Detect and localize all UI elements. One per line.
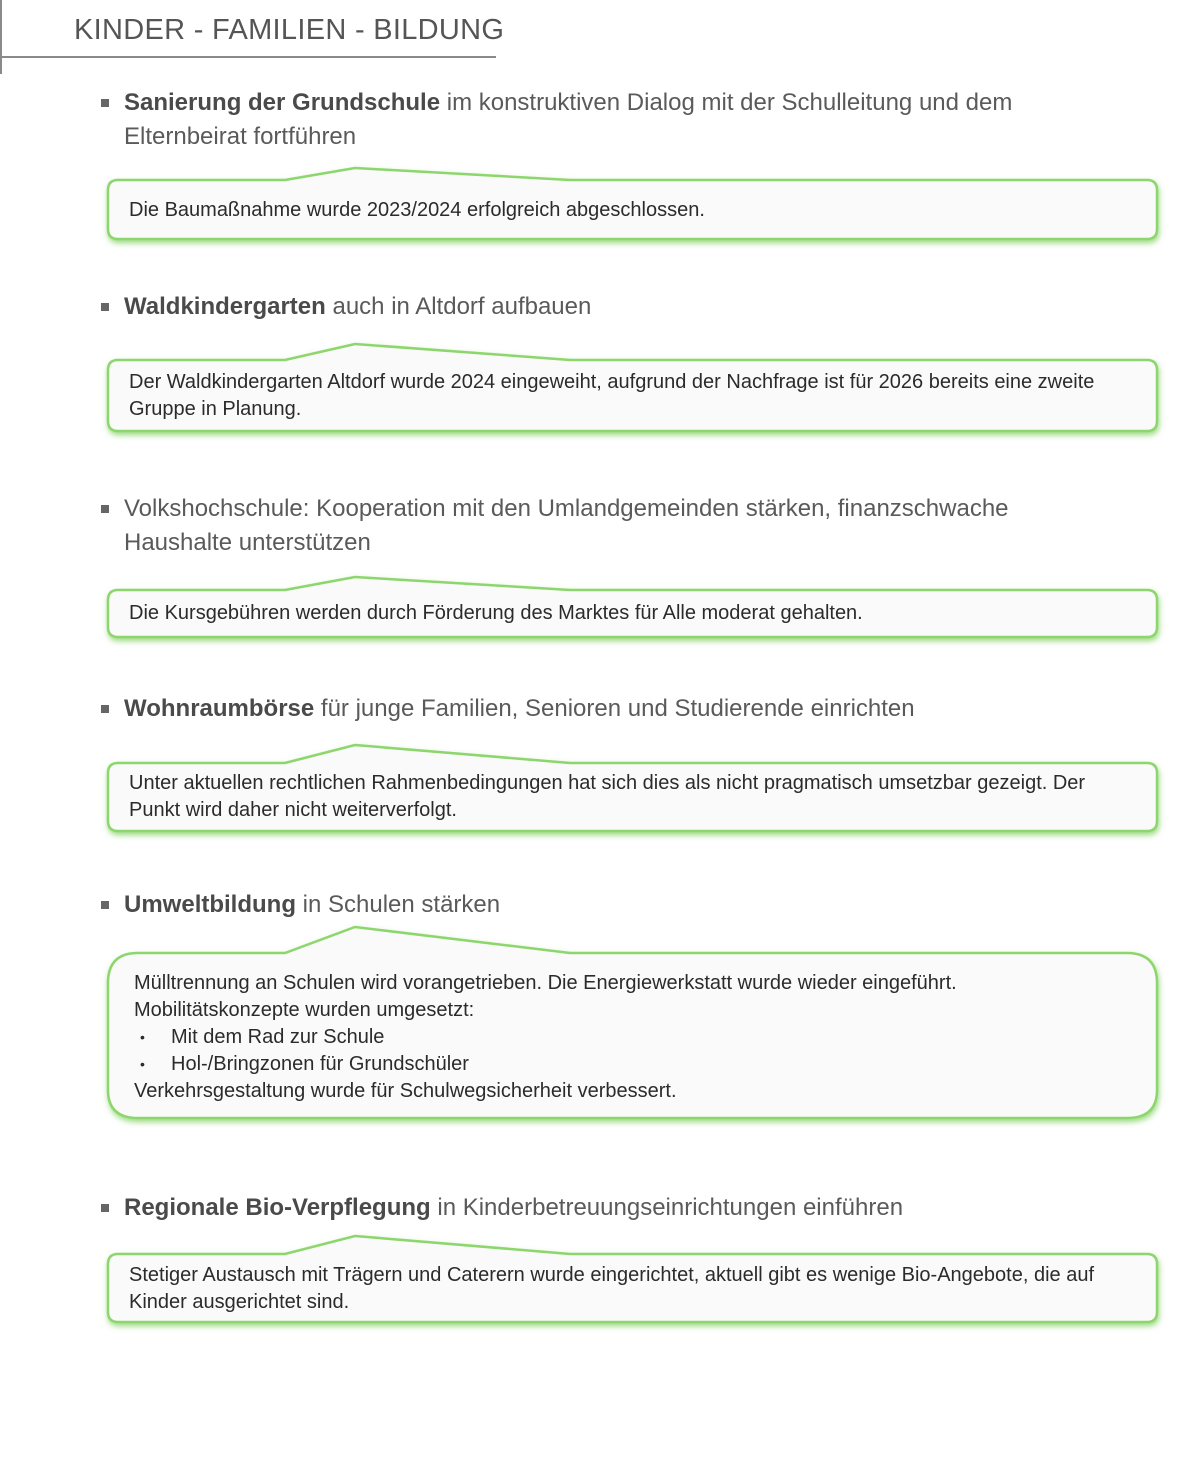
page-title: KINDER - FAMILIEN - BILDUNG [74,14,505,46]
status-line: Mobilitätskonzepte wurden umgesetzt: [134,999,475,1021]
item-heading-bold: Wohnraumbörse [124,695,315,722]
square-bullet-icon [101,99,109,107]
status-text-block [134,970,1144,1105]
status-text: Der Waldkindergarten Altdorf wurde 2024 eingeweiht, aufgrund der Nachfrage ist für 2026 bereits eine zweite Gruppe in Planung. [129,371,1095,420]
item-heading-text: in Schulen stärken [295,891,501,918]
status-text: Die Baumaßnahme wurde 2023/2024 erfolgreich abgeschlossen. [129,199,705,221]
square-bullet-icon [101,505,109,513]
item-heading [124,86,1074,154]
square-bullet-icon [101,901,109,909]
status-line: Verkehrsgestaltung wurde für Schulwegsicherheit verbessert. [134,1080,677,1102]
item-heading-text: in Kinderbetreuungseinrichtungen einführen [430,1194,904,1221]
item-heading-bold: Sanierung der Grundschule [124,89,441,116]
item-heading [124,290,1074,324]
item-heading-text: für junge Familien, Senioren und Studierende einrichten [314,695,915,722]
square-bullet-icon [101,705,109,713]
status-line: Mülltrennung an Schulen wird vorangetrieben. Die Energiewerkstatt wurde wieder eingeführt. [134,972,957,994]
item-heading [124,692,1074,726]
status-text: Unter aktuellen rechtlichen Rahmenbedingungen hat sich dies als nicht pragmatisch umsetzbar gezeigt. Der Punkt wird daher nicht weiterverfolgt. [129,772,1086,821]
square-bullet-icon [101,303,109,311]
header-corner-line [0,0,2,74]
item-heading [124,492,1074,560]
status-bullet-list [134,1024,1144,1078]
item-heading-bold: Regionale Bio-Verpflegung [124,1194,431,1221]
item-heading-bold: Umweltbildung [124,891,296,918]
item-heading-text: auch in Altdorf aufbauen [325,293,592,320]
header-underline [0,56,496,58]
status-bullet-item: • Hol-/Bringzonen für Grundschüler [134,1051,1144,1078]
item-heading-bold: Waldkindergarten [124,293,326,320]
item-heading-text: im konstruktiven Dialog mit der Schulleitung und dem Elternbeirat fortführen [124,89,1013,150]
status-bullet-item: • Mit dem Rad zur Schule [134,1024,1144,1051]
status-text: Die Kursgebühren werden durch Förderung des Marktes für Alle moderat gehalten. [129,602,863,624]
status-text: Stetiger Austausch mit Trägern und Caterern wurde eingerichtet, aktuell gibt es wenige Bio-Angebote, die auf Kinder ausgerichtet sind. [129,1264,1095,1313]
item-heading-text: Volkshochschule: Kooperation mit den Umlandgemeinden stärken, finanzschwache Haushalte unterstützen [124,495,1009,556]
square-bullet-icon [101,1204,109,1212]
item-heading [124,1191,1074,1225]
